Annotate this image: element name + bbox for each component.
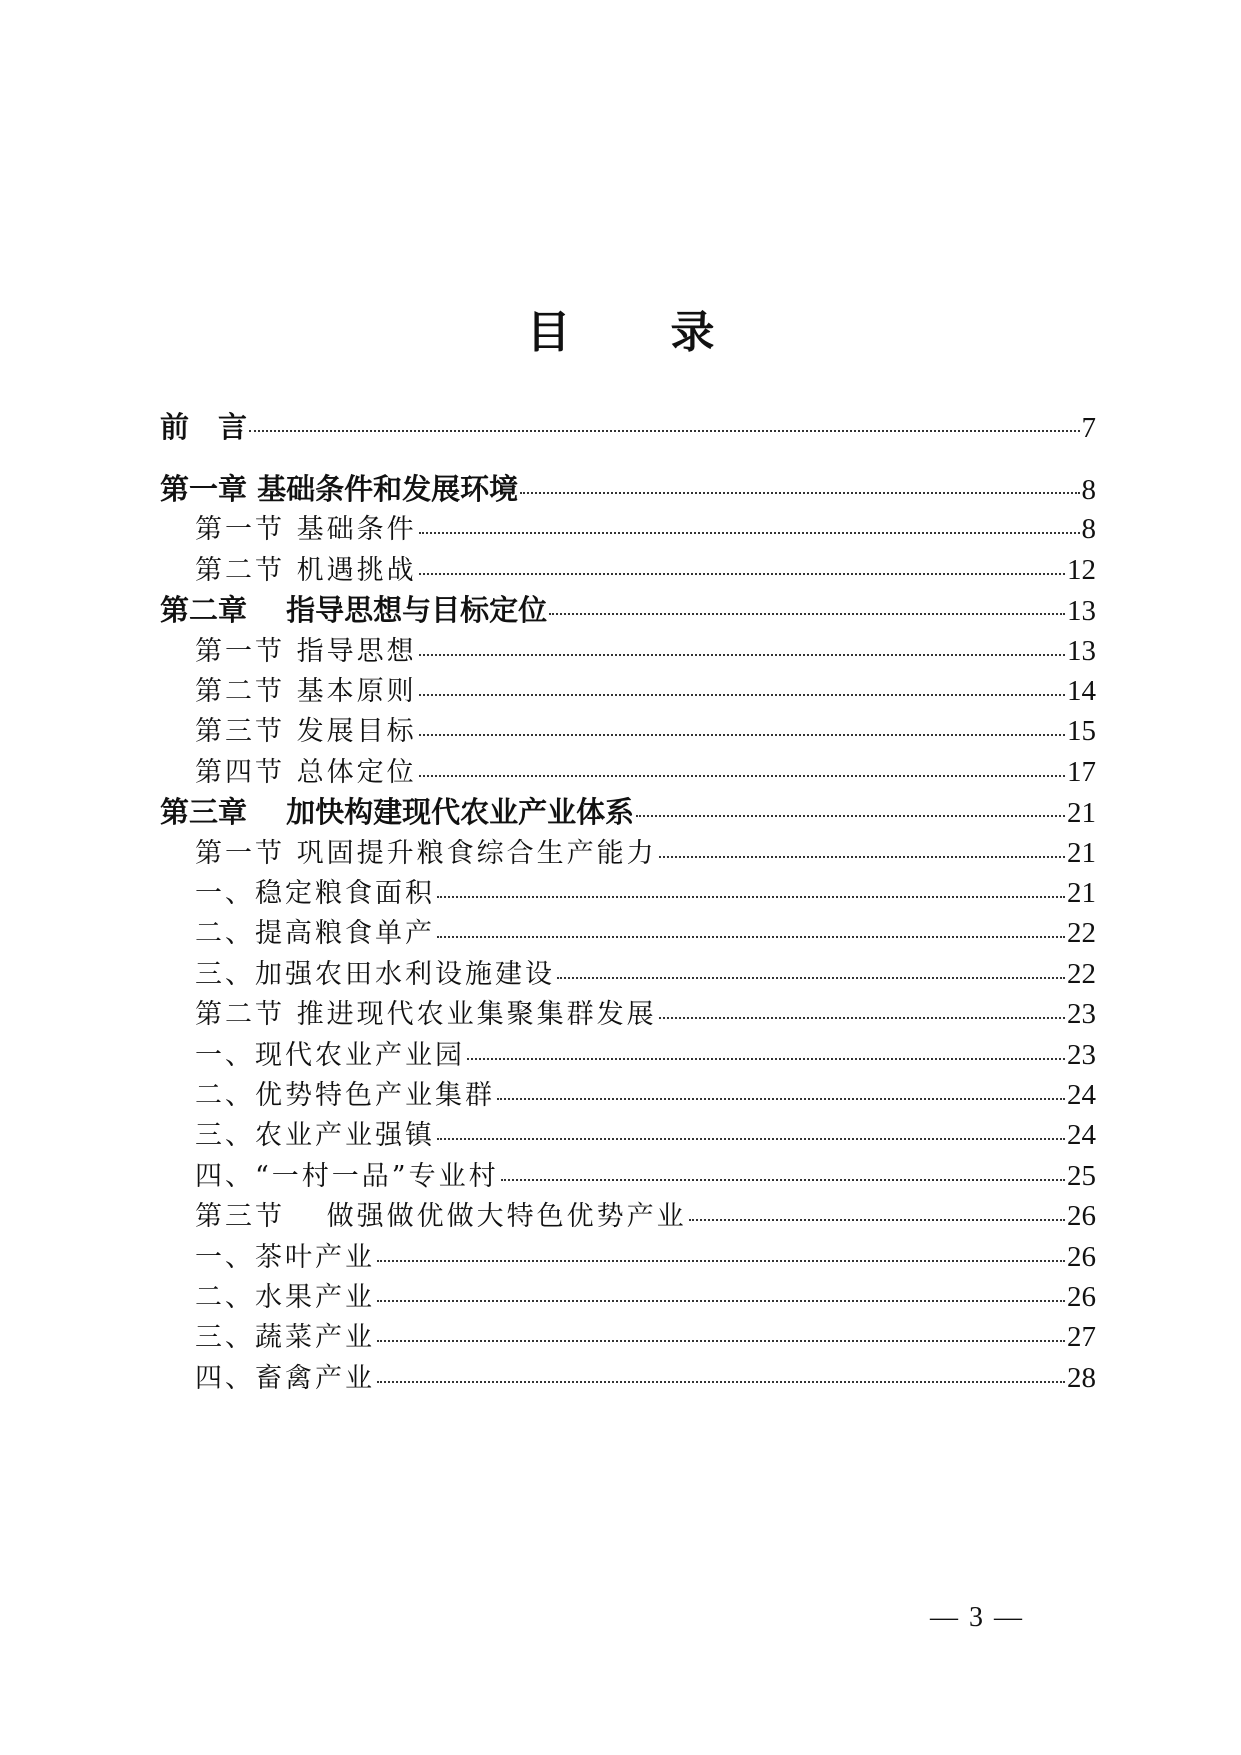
toc-entry-label: 第二节 机遇挑战 [195, 554, 417, 586]
toc-entry-page: 22 [1067, 917, 1096, 950]
toc-dot-leader [249, 430, 1079, 432]
toc-entry-section[interactable] [195, 992, 1096, 1037]
toc-entry-page: 8 [1081, 474, 1096, 506]
toc-entry-item[interactable] [195, 1315, 1096, 1360]
toc-entry-label: 三、加强农田水利设施建设 [195, 958, 555, 990]
toc-entry-label: 第一节 指导思想 [195, 635, 417, 667]
toc-entry-section[interactable] [195, 669, 1096, 714]
toc-entry-item[interactable] [195, 871, 1096, 916]
toc-entry-chapter[interactable] [160, 467, 1096, 512]
toc-entry-label: 第一章 基础条件和发展环境 [160, 472, 519, 506]
toc-entry-label: 二、优势特色产业集群 [195, 1080, 495, 1111]
toc-entry-chapter[interactable] [160, 790, 1096, 835]
toc-dot-leader [520, 492, 1079, 494]
toc-entry-chapter[interactable] [160, 588, 1096, 633]
toc-entry-label: 三、农业产业强镇 [195, 1120, 435, 1152]
toc-entry-item[interactable] [195, 952, 1096, 997]
toc-entry-page: 26 [1067, 1281, 1096, 1313]
toc-entry-label: 第一节 巩固提升粮食综合生产能力 [195, 837, 657, 869]
toc-dot-leader [419, 532, 1080, 534]
toc-entry-label: 三、蔬菜产业 [195, 1322, 375, 1354]
toc-entry-label: 一、现代农业产业园 [195, 1039, 465, 1071]
toc-dot-leader [689, 1219, 1065, 1221]
toc-entry-label: 第一节 基础条件 [195, 514, 417, 546]
toc-dot-leader [659, 856, 1065, 858]
toc-entry-label: 一、稳定粮食面积 [195, 878, 435, 909]
toc-entry-label: 第三节 发展目标 [195, 716, 417, 748]
toc-entry-section[interactable] [195, 750, 1096, 795]
toc-entry-label: 二、水果产业 [195, 1282, 375, 1313]
toc-entry-label: 第四节 总体定位 [195, 756, 417, 788]
toc-entry-page: 24 [1067, 1079, 1096, 1111]
toc-entry-page: 13 [1067, 595, 1096, 628]
toc-entry-item[interactable] [195, 1113, 1096, 1158]
toc-entry-item[interactable] [195, 1073, 1096, 1118]
toc-entry-section[interactable] [195, 548, 1096, 593]
toc-entry-label: 第二章 指导思想与目标定位 [160, 593, 548, 628]
toc-dot-leader [419, 654, 1065, 656]
toc-entry-section[interactable] [195, 629, 1096, 674]
toc-entry-item[interactable] [195, 1033, 1096, 1078]
toc-entry-label: 四、畜禽产业 [195, 1362, 375, 1394]
toc-dot-leader [437, 936, 1065, 938]
toc-entry-page: 21 [1067, 797, 1096, 830]
toc-dot-leader [497, 1098, 1065, 1100]
toc-entry-page: 22 [1067, 957, 1096, 990]
toc-entry-label: 第三章 加快构建现代农业产业体系 [160, 795, 635, 830]
toc-entry-label: 四、“一村一品”专业村 [195, 1160, 499, 1192]
toc-dot-leader [419, 573, 1065, 575]
toc-dot-leader [467, 1058, 1065, 1060]
toc-entry-label: 第二节 推进现代农业集聚集群发展 [195, 999, 657, 1031]
toc-dot-leader [549, 613, 1065, 615]
toc-entry-label: 一、茶叶产业 [195, 1241, 375, 1273]
page-number: — 3 — [930, 1602, 1024, 1633]
toc-entry-page: 24 [1067, 1119, 1096, 1152]
toc-entry-section[interactable] [195, 507, 1096, 552]
toc-dot-leader [377, 1340, 1065, 1342]
toc-entry-page: 13 [1067, 634, 1096, 667]
toc-dot-leader [419, 775, 1065, 777]
toc-entry-label: 第三节 做强做优做大特色优势产业 [195, 1201, 687, 1233]
toc-entry-page: 26 [1067, 1200, 1096, 1233]
toc-entry-label: 二、提高粮食单产 [195, 918, 435, 950]
toc-entry-page: 26 [1067, 1240, 1096, 1273]
toc-dot-leader [437, 896, 1065, 898]
toc-dot-leader [437, 1138, 1065, 1140]
toc-entry-page: 15 [1067, 715, 1096, 748]
toc-entry-label: 前 言 [160, 410, 248, 444]
toc-entry-item[interactable] [195, 1235, 1096, 1280]
toc-entry-item[interactable] [195, 1275, 1096, 1320]
toc-entry-label: 第二节 基本原则 [195, 676, 417, 707]
toc-dot-leader [636, 815, 1065, 817]
toc-entry-item[interactable] [195, 1154, 1096, 1199]
toc-entry-section[interactable] [195, 1194, 1096, 1239]
toc-entry-page: 17 [1067, 755, 1096, 788]
toc-dot-leader [377, 1260, 1065, 1262]
toc-dot-leader [419, 694, 1065, 696]
toc-entry-item[interactable] [195, 911, 1096, 956]
toc-entry-section[interactable] [195, 831, 1096, 876]
toc-dot-leader [557, 977, 1065, 979]
page-title: 目 录 [526, 307, 743, 359]
toc-entry-page: 23 [1067, 998, 1096, 1031]
toc-entry-page: 8 [1081, 513, 1096, 546]
toc-dot-leader [501, 1179, 1065, 1181]
toc-entry-item[interactable] [195, 1356, 1096, 1401]
toc-dot-leader [377, 1300, 1065, 1302]
toc-entry-section[interactable] [195, 709, 1096, 754]
toc-entry-page: 21 [1067, 877, 1096, 909]
toc-entry-page: 23 [1067, 1038, 1096, 1071]
toc-entry-page: 28 [1067, 1361, 1096, 1394]
toc-dot-leader [419, 734, 1065, 736]
toc-entry-page: 7 [1081, 412, 1096, 444]
toc-entry-page: 14 [1067, 675, 1096, 707]
toc-entry-page: 27 [1067, 1321, 1096, 1354]
toc-entry-page: 12 [1067, 553, 1096, 586]
toc-dot-leader [377, 1381, 1065, 1383]
toc-entry-page: 21 [1067, 836, 1096, 869]
toc-entry-chapter[interactable] [160, 405, 1096, 450]
toc-entry-page: 25 [1067, 1159, 1096, 1192]
toc-dot-leader [659, 1017, 1065, 1019]
